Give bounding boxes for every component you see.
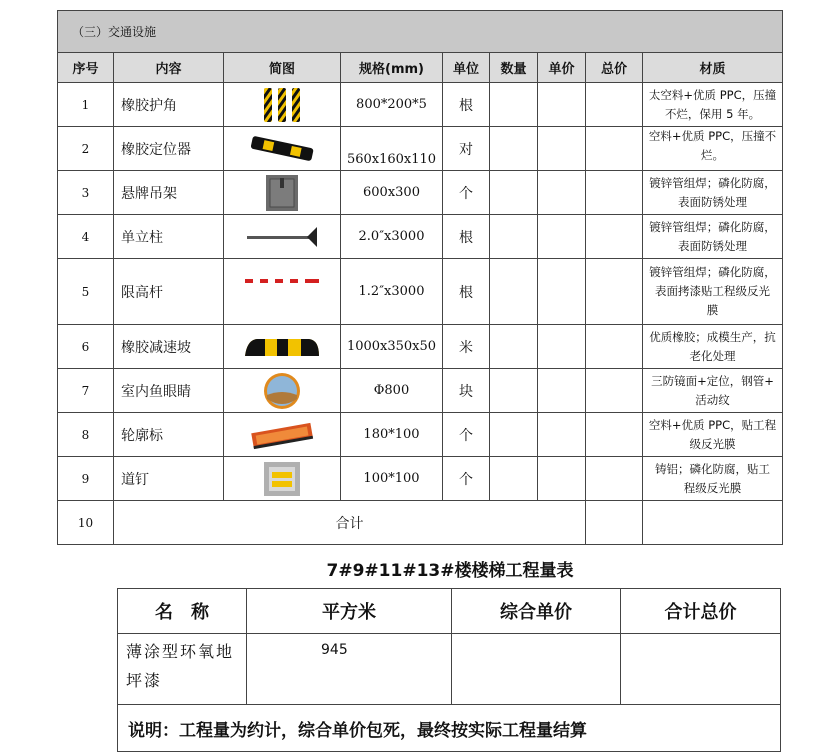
table-row	[118, 634, 781, 705]
table-row	[58, 127, 783, 171]
header-spec: 规格(mm)	[341, 53, 443, 83]
row-material: 镀锌管组焊；磷化防腐， 表面防锈处理	[643, 171, 783, 215]
row-quantity	[490, 369, 538, 413]
traffic-facilities-table	[57, 10, 783, 545]
row-unit-price	[538, 325, 586, 369]
row-spec: 100*100	[341, 457, 443, 501]
road-stud-icon	[262, 460, 302, 498]
header-sketch: 简图	[224, 53, 341, 83]
row-quantity	[490, 457, 538, 501]
row-material: 三防镜面+定位，钢管+ 活动纹	[643, 369, 783, 413]
row-sketch	[224, 369, 341, 413]
row-no: 6	[58, 325, 114, 369]
row-unit: 根	[443, 215, 490, 259]
row-material: 镀锌管组焊；磷化防腐， 表面防锈处理	[643, 215, 783, 259]
row-total-price	[586, 413, 643, 457]
table-row	[58, 413, 783, 457]
row-spec: Φ800	[341, 369, 443, 413]
row-unit-price	[538, 83, 586, 127]
row-sketch	[224, 83, 341, 127]
row-quantity	[490, 127, 538, 171]
header-unit: 单位	[443, 53, 490, 83]
header-composite-unit-price: 综合单价	[452, 589, 621, 634]
row-quantity	[490, 83, 538, 127]
table-row	[58, 259, 783, 325]
header-no: 序号	[58, 53, 114, 83]
row-quantity	[490, 215, 538, 259]
total-price-cell	[586, 501, 643, 545]
header-grand-total: 合计总价	[621, 589, 781, 634]
row-total-price	[586, 325, 643, 369]
row-spec: 1.2″x3000	[341, 259, 443, 325]
row-sketch	[224, 413, 341, 457]
table-row	[58, 369, 783, 413]
row-name: 橡胶减速坡	[114, 325, 224, 369]
table-row	[58, 325, 783, 369]
row-quantity	[490, 413, 538, 457]
item-area: 945	[247, 634, 452, 705]
row-unit-price	[538, 171, 586, 215]
row-material: 空料+优质 PPC，压撞不 烂。	[643, 127, 783, 171]
row-total-price	[586, 369, 643, 413]
row-spec: 600x300	[341, 171, 443, 215]
row-no: 2	[58, 127, 114, 171]
row-no: 8	[58, 413, 114, 457]
row-material: 空料+优质 PPC，贴工程 级反光膜	[643, 413, 783, 457]
row-material: 铸铝；磷化防腐，贴工 程级反光膜	[643, 457, 783, 501]
row-name: 橡胶定位器	[114, 127, 224, 171]
row-total-price	[586, 215, 643, 259]
row-no: 5	[58, 259, 114, 325]
item-name: 薄涂型环氧地坪漆	[118, 634, 247, 705]
table-row	[58, 457, 783, 501]
row-sketch	[224, 171, 341, 215]
header-quantity: 数量	[490, 53, 538, 83]
row-unit-price	[538, 259, 586, 325]
row-unit: 对	[443, 127, 490, 171]
row-no: 4	[58, 215, 114, 259]
convex-mirror-icon	[262, 371, 302, 411]
row-unit: 米	[443, 325, 490, 369]
item-unit-price	[452, 634, 621, 705]
header-name: 名 称	[118, 589, 247, 634]
row-material: 优质橡胶；成模生产，抗 老化处理	[643, 325, 783, 369]
table-row	[58, 215, 783, 259]
row-quantity	[490, 325, 538, 369]
row-quantity	[490, 259, 538, 325]
rubber-wheel-stop-icon	[247, 134, 317, 164]
row-sketch	[224, 325, 341, 369]
single-pole-icon	[245, 225, 319, 249]
row-name: 室内鱼眼睛	[114, 369, 224, 413]
row-spec: 2.0″x3000	[341, 215, 443, 259]
section-title: （三）交通设施	[58, 11, 783, 53]
row-sketch	[224, 127, 341, 171]
row-spec: 1000x350x50	[341, 325, 443, 369]
row-unit-price	[538, 215, 586, 259]
row-material: 镀锌管组焊；磷化防腐， 表面拷漆贴工程级反光 膜	[643, 259, 783, 325]
row-material: 太空料+优质 PPC，压撞 不烂，保用 5 年。	[643, 83, 783, 127]
row-unit: 根	[443, 259, 490, 325]
rubber-corner-guard-icon	[262, 87, 302, 123]
height-barrier-icon	[243, 276, 321, 286]
row-spec: 560x160x110	[341, 127, 443, 171]
row-name: 轮廓标	[114, 413, 224, 457]
row-unit: 个	[443, 457, 490, 501]
row-no: 1	[58, 83, 114, 127]
row-sketch	[224, 457, 341, 501]
header-square-meters: 平方米	[247, 589, 452, 634]
header-unit-price: 单价	[538, 53, 586, 83]
row-name: 单立柱	[114, 215, 224, 259]
row-sketch	[224, 215, 341, 259]
note-text: 说明：工程量为约计，综合单价包死，最终按实际工程量结算	[118, 705, 781, 752]
row-total-price	[586, 171, 643, 215]
row-name: 橡胶护角	[114, 83, 224, 127]
delineator-icon	[248, 419, 316, 451]
stair-quantity-title: 7#9#11#13#楼楼梯工程量表	[326, 561, 574, 581]
total-material-cell	[643, 501, 783, 545]
speed-bump-icon	[243, 336, 321, 358]
row-unit: 个	[443, 413, 490, 457]
row-no: 3	[58, 171, 114, 215]
row-total-price	[586, 83, 643, 127]
table-row	[58, 83, 783, 127]
row-unit: 个	[443, 171, 490, 215]
row-name: 限高杆	[114, 259, 224, 325]
row-unit-price	[538, 127, 586, 171]
total-row-no: 10	[58, 501, 114, 545]
row-unit: 根	[443, 83, 490, 127]
sign-hanger-icon	[265, 174, 299, 212]
total-row	[58, 501, 783, 545]
header-content: 内容	[114, 53, 224, 83]
row-no: 7	[58, 369, 114, 413]
row-spec: 800*200*5	[341, 83, 443, 127]
total-label: 合计	[114, 501, 586, 545]
row-total-price	[586, 457, 643, 501]
row-quantity	[490, 171, 538, 215]
header-total-price: 总价	[586, 53, 643, 83]
row-no: 9	[58, 457, 114, 501]
row-name: 道钉	[114, 457, 224, 501]
header-material: 材质	[643, 53, 783, 83]
row-total-price	[586, 259, 643, 325]
row-unit-price	[538, 369, 586, 413]
row-sketch	[224, 259, 341, 325]
row-total-price	[586, 127, 643, 171]
row-unit-price	[538, 413, 586, 457]
row-name: 悬牌吊架	[114, 171, 224, 215]
stair-quantity-table	[117, 588, 781, 752]
row-spec: 180*100	[341, 413, 443, 457]
row-unit-price	[538, 457, 586, 501]
row-unit: 块	[443, 369, 490, 413]
item-total	[621, 634, 781, 705]
table-row	[58, 171, 783, 215]
